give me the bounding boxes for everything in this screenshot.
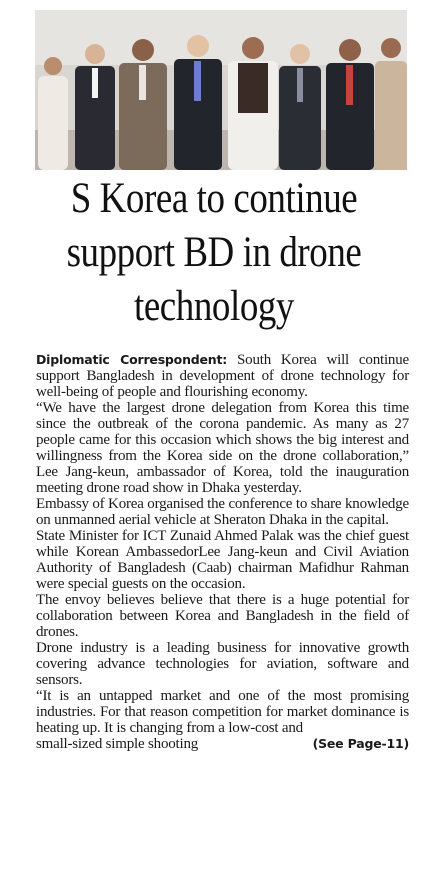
paragraph-7-fragment: small-sized simple shooting: [36, 736, 199, 752]
paragraph-7-last-line: [36, 736, 409, 752]
paragraph-2: “We have the largest drone delegation from Korea this time since the outbreak of the corona pandemic. As many as 27 people came for this occasion which shows the big interest and willingness from the Korea side on the drone collaboration,” Lee Jang-keun, ambassador of Korea, told the inauguration meeting drone road show in Dhaka yesterday.: [36, 400, 409, 496]
article-photo: [35, 10, 407, 170]
paragraph-1: [36, 352, 409, 400]
headline: [47, 172, 381, 334]
headline-line-1: S Korea to continue: [70, 175, 358, 222]
paragraph-1-text: South Korea will continue support Bangladesh in development of drone technology for well-being of people and flourishing economy.: [36, 352, 409, 400]
paragraph-3: Embassy of Korea organised the conference to share knowledge on unmanned aerial vehicle at Sheraton Dhaka in the capital.: [36, 496, 409, 528]
paragraph-4: State Minister for ICT Zunaid Ahmed Palak was the chief guest while Korean AmbassedorLee Jang-keun and Civil Aviation Authority of Bangladesh (Caab) chairman Mafidhur Rahman were special guests on the occasion.: [36, 528, 409, 592]
headline-line-3: technology: [133, 283, 295, 330]
paragraph-6: Drone industry is a leading business for innovative growth covering advance technologies for aviation, software and sensors.: [36, 640, 409, 688]
paragraph-5: The envoy believes believe that there is a huge potential for collaboration between Korea and Bangladesh in the field of drones.: [36, 592, 409, 640]
headline-line-2: support BD in drone: [66, 229, 362, 276]
article-body: [36, 352, 409, 752]
continuation-reference: (See Page-11): [312, 736, 409, 751]
byline: Diplomatic Correspondent:: [36, 352, 228, 367]
paragraph-7: “It is an untapped market and one of the most promising industries. For that reason competition for market dominance is heating up. It is changing from a low-cost and: [36, 688, 409, 736]
